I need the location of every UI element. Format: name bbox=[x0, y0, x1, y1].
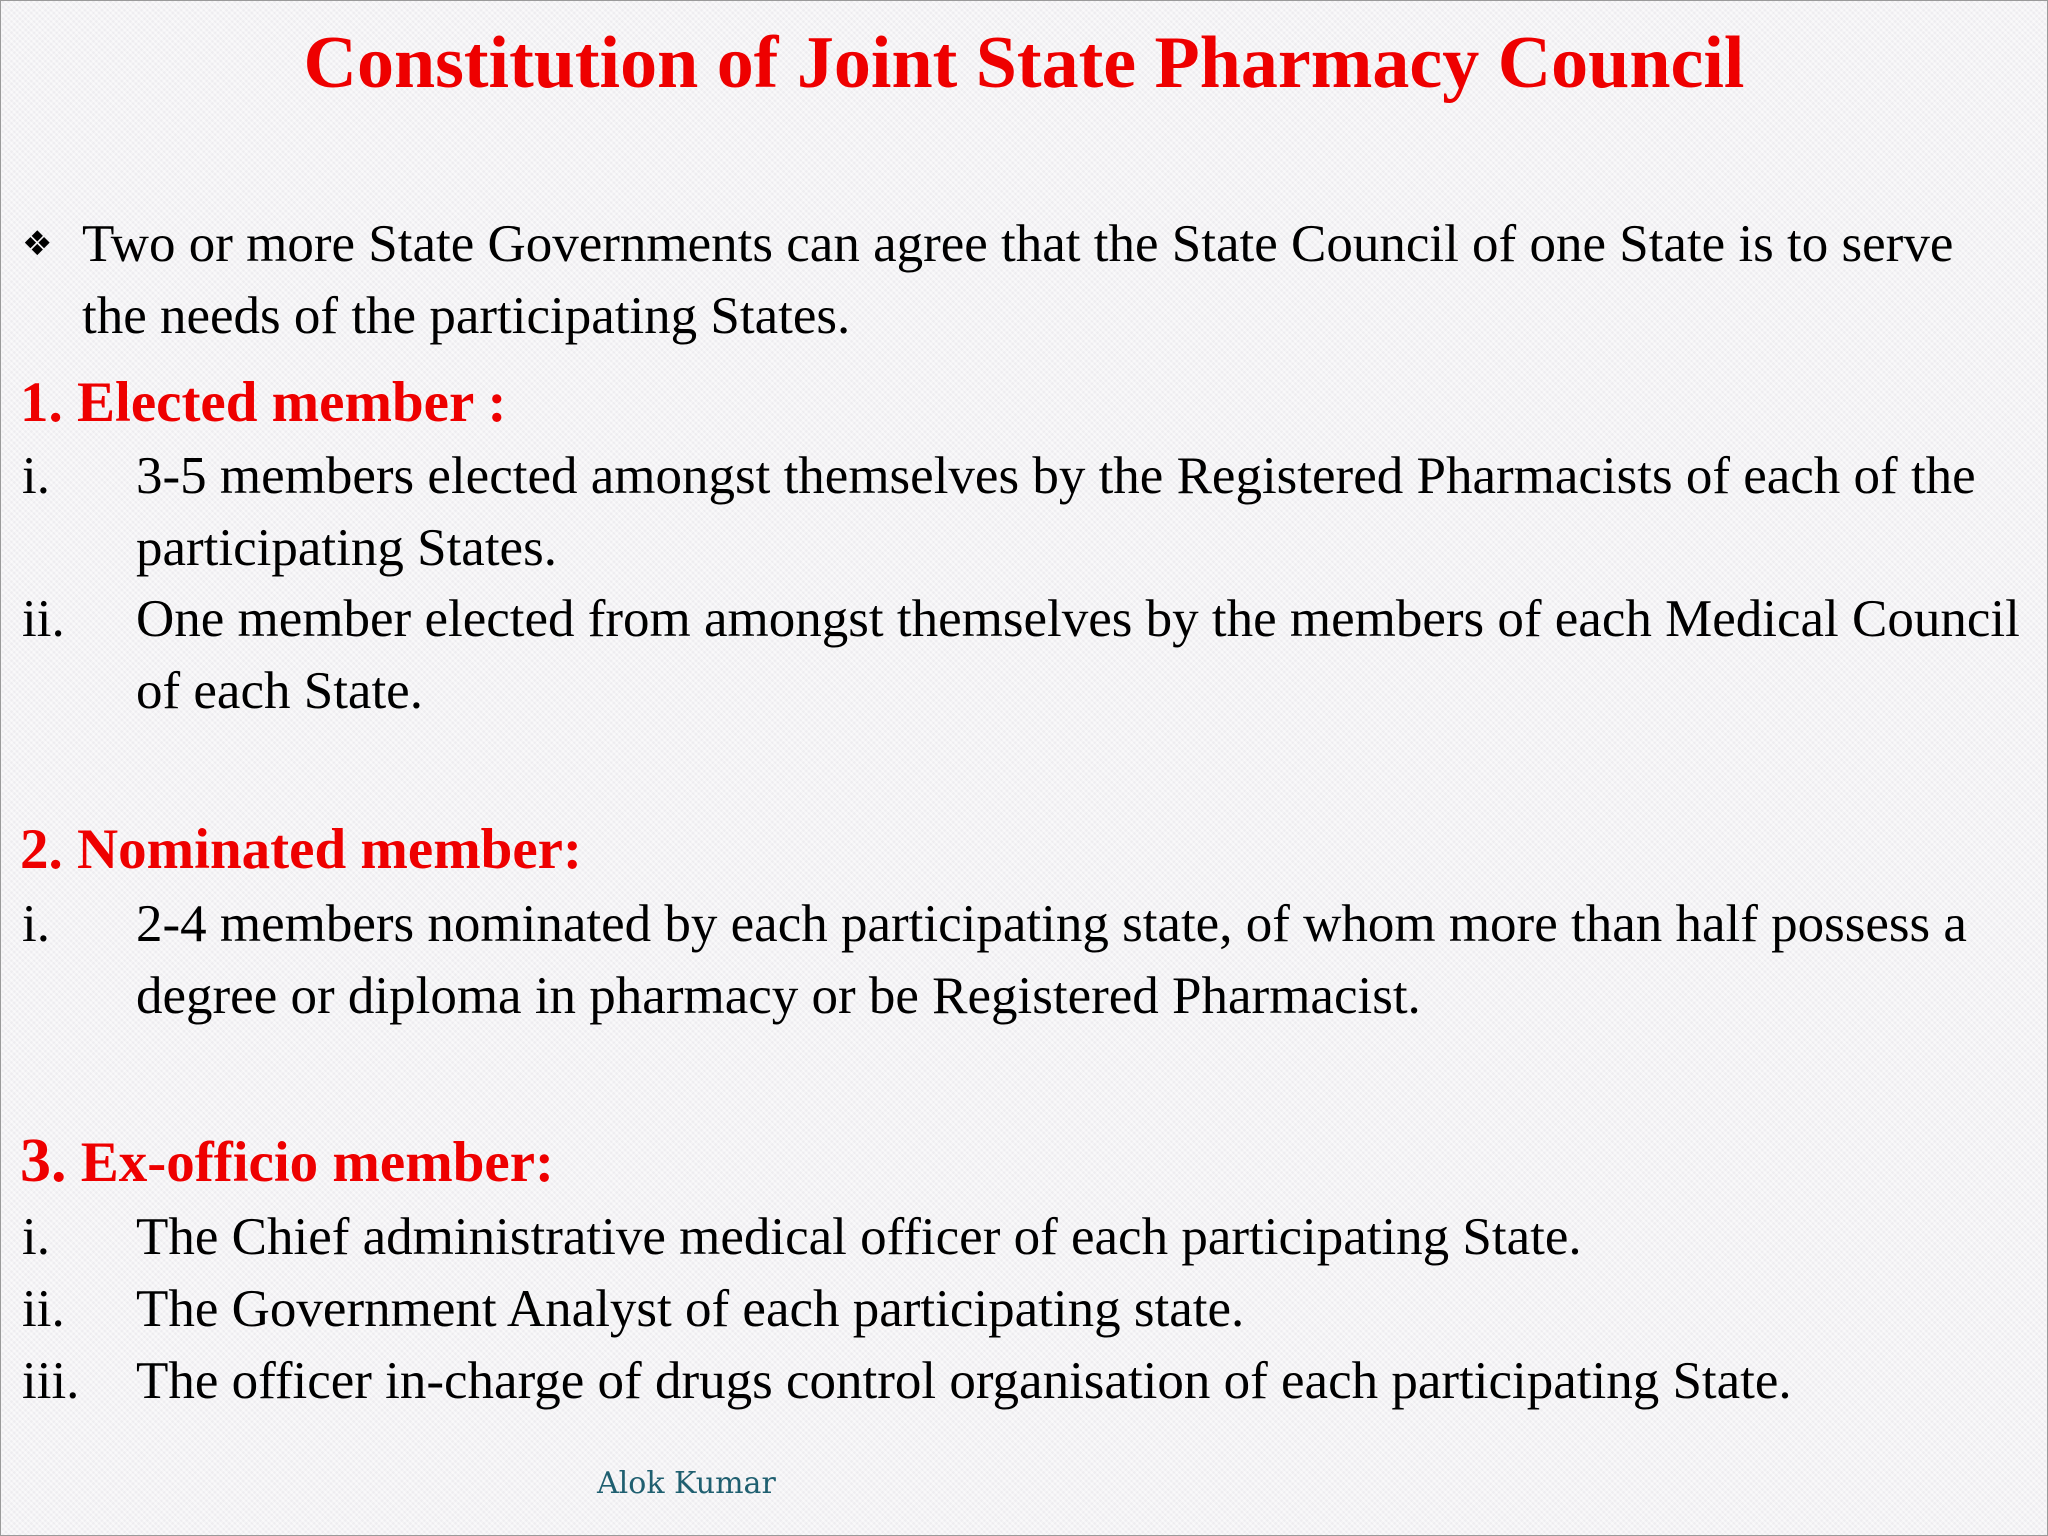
intro-bullet bbox=[22, 208, 2022, 352]
list-marker: ii. bbox=[22, 590, 65, 648]
section-number: 3. bbox=[20, 1127, 67, 1195]
list-item-text: The Chief administrative medical officer of each participating State. bbox=[136, 1208, 1582, 1266]
list-item-text: 2-4 members nominated by each participating state, of whom more than half possess a degree or diploma in pharmacy or be Registered Pharmacist. bbox=[136, 895, 1967, 1025]
list-item-text: The Government Analyst of each participating state. bbox=[136, 1280, 1245, 1338]
section-heading-ex-officio bbox=[20, 1126, 554, 1198]
list-item bbox=[22, 440, 2032, 584]
section-number: 2. bbox=[20, 818, 63, 881]
list-item bbox=[22, 1345, 2032, 1417]
intro-text: Two or more State Governments can agree that the State Council of one State is to serve the needs of the participating States. bbox=[82, 215, 1954, 345]
author-footer: Alok Kumar bbox=[597, 1466, 776, 1501]
section-heading-nominated bbox=[20, 815, 582, 885]
section-number: 1. bbox=[20, 371, 63, 434]
list-marker: i. bbox=[22, 447, 50, 505]
list-item bbox=[22, 1273, 2032, 1345]
list-item-text: 3-5 members elected amongst themselves by the Registered Pharmacists of each of the participating States. bbox=[136, 447, 1976, 577]
list-item bbox=[22, 583, 2032, 727]
list-marker: i. bbox=[22, 895, 50, 953]
list-item-text: One member elected from amongst themselves by the members of each Medical Council of each State. bbox=[136, 590, 2020, 720]
section-label: Ex-officio member: bbox=[80, 1131, 554, 1194]
slide-title: Constitution of Joint State Pharmacy Council bbox=[303, 22, 1745, 104]
diamond-bullet-icon: ❖ bbox=[22, 224, 53, 264]
list-item bbox=[22, 1201, 2032, 1273]
list-marker: ii. bbox=[22, 1280, 65, 1338]
section-label: Nominated member: bbox=[77, 818, 582, 881]
section-label: Elected member : bbox=[77, 371, 507, 434]
list-marker: iii. bbox=[22, 1352, 80, 1410]
list-item-text: The officer in-charge of drugs control organisation of each participating State. bbox=[136, 1352, 1792, 1410]
list-item bbox=[22, 888, 2032, 1032]
section-heading-elected bbox=[20, 368, 506, 438]
list-marker: i. bbox=[22, 1208, 50, 1266]
